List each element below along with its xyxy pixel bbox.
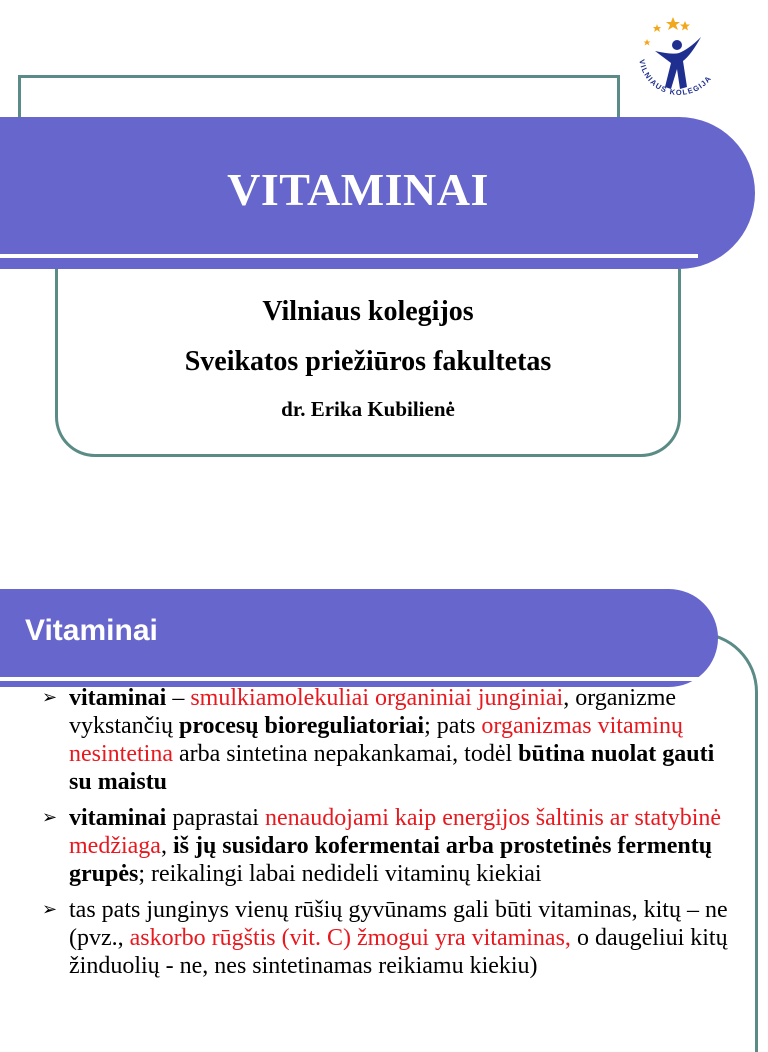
bullet-text-run: askorbo rūgštis (vit. C) žmogui yra vitaminas, bbox=[129, 925, 571, 951]
bullet-text-run: – bbox=[166, 685, 191, 711]
bullet-text-run: arba sintetina nepakankamai, todėl bbox=[172, 741, 519, 767]
bullet-text-run: tas pats junginys vienų rūšių gyvūnams gali būti vitaminas, kitų – ne (pvz., bbox=[69, 897, 728, 951]
vilniaus-kolegija-logo-icon bbox=[625, 15, 733, 110]
bullet-item bbox=[40, 684, 740, 796]
title-slide bbox=[0, 0, 768, 512]
bullet-text-run: būtina nuolat gauti su maistu bbox=[69, 741, 715, 795]
slide-title: VITAMINAI bbox=[227, 164, 489, 215]
bullet-text-run: smulkiamolekuliai organiniai junginiai bbox=[190, 685, 564, 711]
bullet-text-run: ; pats bbox=[424, 713, 482, 739]
bullet-arrow-icon: ➢ bbox=[42, 899, 58, 920]
bullet-arrow-icon: ➢ bbox=[42, 687, 58, 708]
bullet-list bbox=[40, 684, 740, 988]
bullet-text-run: ; reikalingi labai nedideli vitaminų kiekiai bbox=[138, 861, 542, 887]
content-banner-stripe bbox=[0, 677, 705, 681]
bullet-text-run: organizmas vitaminų nesintetina bbox=[69, 713, 683, 767]
bullet-text-run: , organizme vykstančių bbox=[69, 685, 677, 739]
content-slide bbox=[0, 512, 768, 1024]
bullet-arrow-icon: ➢ bbox=[42, 807, 58, 828]
bullet-item bbox=[40, 804, 740, 888]
bullet-text-run: iš jų susidaro kofermentai arba prostetinės fermentų grupės bbox=[69, 833, 713, 887]
bullet-text-run: nenaudojami kaip energijos šaltinis ar statybinė medžiaga bbox=[69, 805, 722, 859]
svg-text:VILNIAUS KOLEGIJA: VILNIAUS KOLEGIJA bbox=[637, 58, 714, 98]
bullet-text-run: o daugeliui kitų žinduolių - ne, nes sintetinamas reikiamu kiekiu) bbox=[69, 925, 728, 979]
author-name: dr. Erika Kubilienė bbox=[281, 397, 455, 421]
bullet-text-run: vitaminai bbox=[69, 805, 167, 831]
bullet-text-run: paprastai bbox=[166, 805, 265, 831]
content-slide-title: Vitaminai bbox=[25, 614, 158, 647]
bullet-text-run: , bbox=[160, 833, 173, 859]
faculty-name: Sveikatos priežiūros fakultetas bbox=[184, 346, 552, 377]
institution-name: Vilniaus kolegijos bbox=[262, 296, 474, 327]
bullet-text-run: procesų bioreguliatoriai bbox=[178, 713, 425, 739]
bullet-item bbox=[40, 896, 740, 980]
bullet-text-run: vitaminai bbox=[69, 685, 167, 711]
